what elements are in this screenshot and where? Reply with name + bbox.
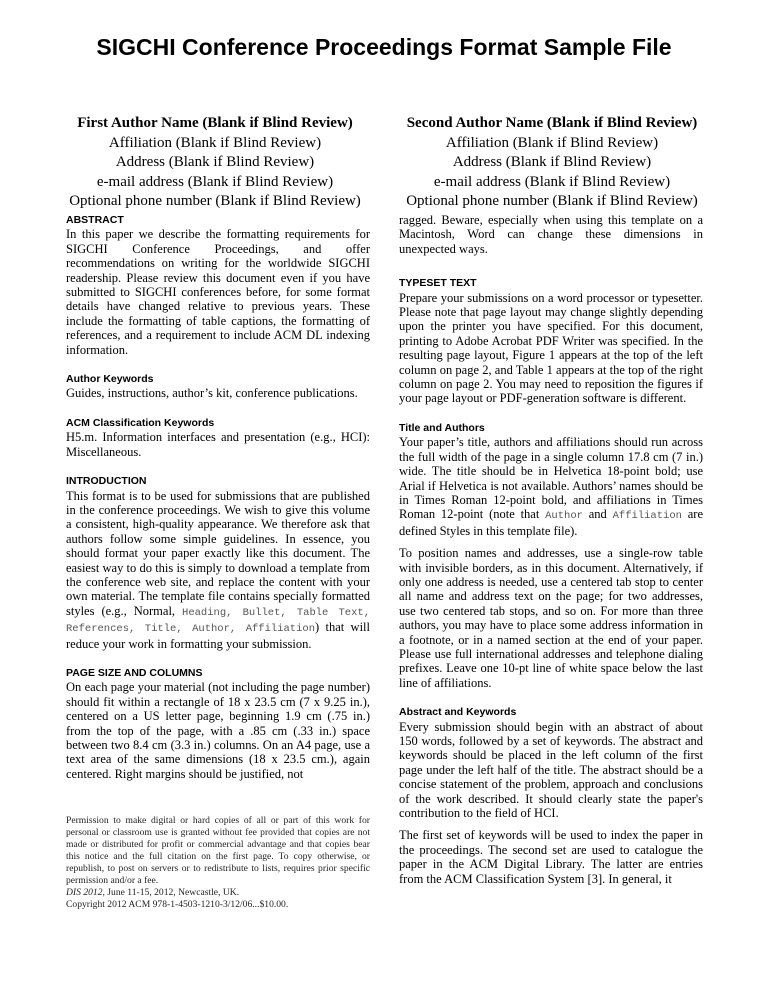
conference-line: [66, 887, 370, 899]
title-authors-heading: Title and Authors: [399, 421, 485, 434]
author-phone: Optional phone number (Blank if Blind Review): [69, 193, 361, 209]
acm-classification-heading: ACM Classification Keywords: [66, 416, 215, 429]
author-block-2: [387, 114, 717, 212]
copyright-line: Copyright 2012 ACM 978-1-4503-1210-3/12/06...$10.00.: [66, 899, 289, 910]
author-name: First Author Name (Blank if Blind Review): [77, 115, 353, 131]
author-affiliation: Affiliation (Blank if Blind Review): [108, 134, 322, 151]
author-email: e-mail address (Blank if Blind Review): [433, 173, 671, 190]
permission-text: Permission to make digital or hard copies of all or part of this work for personal or classroom use is granted without fee provided that copies are not made or distributed for profit or commercial advantage and that copies bear this notice and the full citation on the first page. To copy otherwise, or republish, to post on servers or to redistribute to lists, requires prior specific permission and/or a fee.: [66, 815, 370, 886]
title-authors-text: [399, 435, 703, 538]
abstract-text: In this paper we describe the formatting requirements for SIGCHI Conference Proceedings, and offer recommendations on writing for the worldwide SIGCHI readership. Please review this document even if you have submitted to SIGCHI conferences before, for some format details have changed relative to previous years. These include the formatting of table captions, the formatting of references, and a requirement to include ACM DL indexing information.: [66, 227, 370, 357]
author-address: Address (Blank if Blind Review): [115, 154, 315, 170]
typeset-heading: TYPESET TEXT: [399, 277, 477, 290]
abstract-keywords-heading: Abstract and Keywords: [399, 706, 517, 719]
ta-text-b: are defined Styles in this template file).: [399, 507, 703, 538]
author-style-name: Author: [545, 510, 583, 523]
intro-text-b: ) that will reduce your work in formatting your submission.: [66, 620, 370, 651]
author-phone: Optional phone number (Blank if Blind Review): [406, 193, 698, 209]
typeset-text: Prepare your submissions on a word processor or typesetter. Please note that page layout may change slightly depending upon the printer you have specified. For this document, printing to Adobe Acrobat PDF Writer was specified. In the resulting page layout, Figure 1 appears at the top of the left column on page 2, and Table 1 appears at the top of the right column on page 2. You may need to reposition the figures if your page layout or PDF-generation software is different.: [399, 290, 703, 406]
introduction-text: [66, 489, 370, 651]
permission-footnote: [66, 815, 370, 911]
author-name: Second Author Name (Blank if Blind Review): [406, 115, 698, 131]
abstract-heading: ABSTRACT: [66, 214, 124, 226]
conference-name: DIS 2012,: [66, 887, 105, 898]
introduction-heading: INTRODUCTION: [66, 475, 147, 488]
keywords-index-text: The first set of keywords will be used to index the paper in the proceedings. The second set are used to catalogue the paper in the ACM Digital Library. The latter are entries from the ACM Classification System [3]. In general, it: [399, 828, 703, 886]
ta-text-a: Your paper’s title, authors and affiliations should run across the full width of the page in a single column 17.8 cm (7 in.) wide. The title should be in Helvetica 18-point bold; use Arial if Helvetica is not available. Authors’ names should be in Times Roman 12-point bold, and affiliations in Times Roman 12-point (note that: [399, 435, 703, 522]
acm-classification-text: H5.m. Information interfaces and presentation (e.g., HCI): Miscellaneous.: [66, 430, 370, 459]
intro-text-a: This format is to be used for submissions that are published in the conference proceedings. We wish to give this volume a consistent, high-quality appearance. We therefore ask that authors follow some simple guidelines. In essence, you should format your paper exactly like this document. The easiest way to do this is simply to download a template from the conference web site, and replace the content with your own material. The template file contains specially formatted styles (e.g., Normal,: [66, 488, 370, 618]
author-keywords-heading: Author Keywords: [66, 373, 154, 386]
page-size-heading: PAGE SIZE AND COLUMNS: [66, 666, 203, 679]
author-address: Address (Blank if Blind Review): [452, 154, 652, 170]
paper-title: SIGCHI Conference Proceedings Format Sample File: [96, 34, 672, 60]
author-keywords-text: Guides, instructions, author’s kit, conference publications.: [66, 386, 358, 401]
ta-and: and: [582, 507, 613, 522]
author-block-1: [50, 114, 380, 212]
author-affiliation: Affiliation (Blank if Blind Review): [445, 134, 659, 151]
affiliation-style-name: Affiliation: [612, 510, 682, 523]
page-size-text: On each page your material (not including the page number) should fit within a rectangle of 18 x 23.5 cm (7 x 9.25 in.), centered on a US letter page, beginning 1.9 cm (.75 in.) from the top of the page, with a .85 cm (.33 in.) space between two 8.4 cm (3.3 in.) columns. On an A4 page, use a text area of the same dimensions (18 x 23.5 cm.), again centered. Right margins should be justified, not: [66, 680, 370, 781]
continued-text: ragged. Beware, especially when using this template on a Macintosh, Word can change these dimensions in unexpected ways.: [399, 213, 703, 256]
right-column: [399, 213, 703, 886]
left-column: [66, 213, 370, 781]
author-email: e-mail address (Blank if Blind Review): [96, 173, 334, 190]
style-names: Heading, Bullet, Table Text, References, Title, Author, Affiliation: [66, 606, 370, 636]
conference-details: June 11-15, 2012, Newcastle, UK.: [104, 887, 240, 898]
abstract-keywords-text: Every submission should begin with an abstract of about 150 words, followed by a set of keywords. The abstract and keywords should be placed in the left column of the first page under the left half of the title. The abstract should be a concise statement of the problem, approach and conclusions of the work described. It should clearly state the paper's contribution to the field of HCI.: [399, 719, 703, 821]
positioning-text: To position names and addresses, use a single-row table with invisible borders, as in this document. Alternatively, if only one address is needed, use a centered tab stop to center all name and address text on the page; for two addresses, use two centered tab stops, and so on. For more than three authors, you may have to place some address information in a footnote, or in a named section at the end of your paper. Please use full international addresses and telephone dialing prefixes. Leave one 10-pt line of white space below the last line of affiliations.: [399, 546, 703, 690]
